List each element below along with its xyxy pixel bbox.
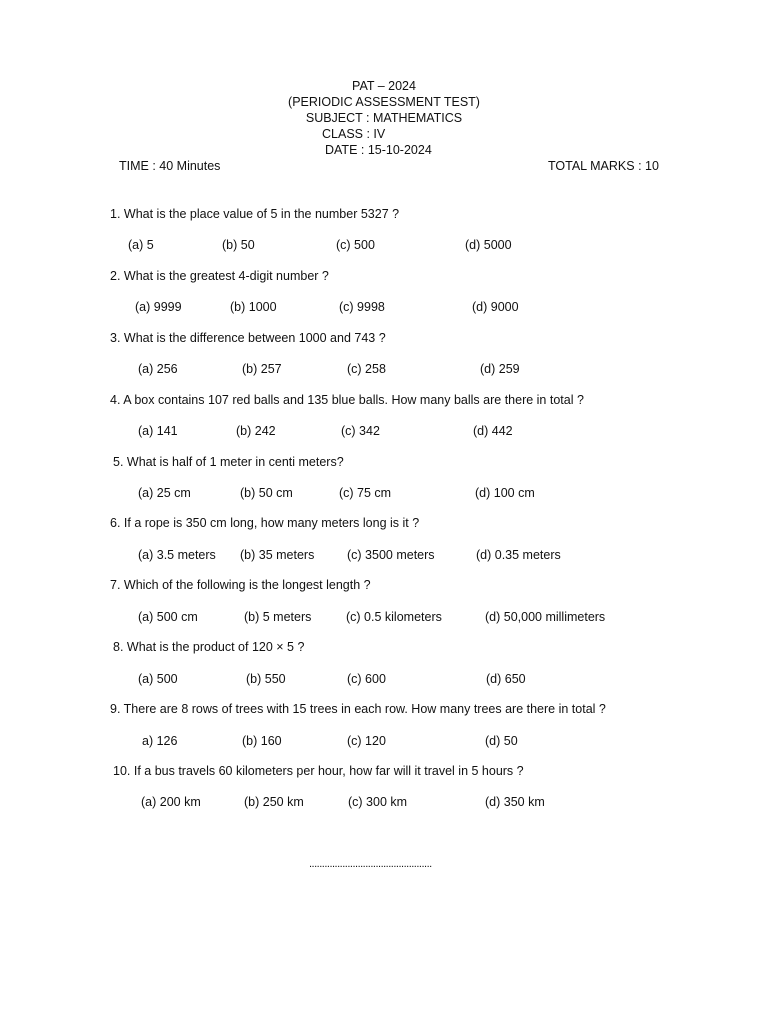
q10-option-c: (c) 300 km <box>348 795 408 809</box>
q4-option-c: (c) 342 <box>341 424 380 438</box>
q9-option-b: (b) 160 <box>242 734 282 748</box>
q3-option-b: (b) 257 <box>242 362 282 376</box>
q2-option-d: (d) 9000 <box>472 300 519 314</box>
question-2: 2. What is the greatest 4-digit number ? <box>110 269 329 283</box>
q1-option-b: (b) 50 <box>222 238 255 252</box>
time-line: TIME : 40 Minutes <box>119 159 221 173</box>
date-line: DATE : 15-10-2024 <box>325 143 432 157</box>
q1-option-a: (a) 5 <box>128 238 154 252</box>
q7-option-a: (a) 500 cm <box>138 610 198 624</box>
q3-option-d: (d) 259 <box>480 362 520 376</box>
q8-option-c: (c) 600 <box>347 672 386 686</box>
q10-option-d: (d) 350 km <box>485 795 545 809</box>
q7-option-b: (b) 5 meters <box>244 610 312 624</box>
exam-title: PAT – 2024 <box>352 79 416 93</box>
question-9: 9. There are 8 rows of trees with 15 trees in each row. How many trees are there in total ? <box>110 702 606 716</box>
question-5: 5. What is half of 1 meter in centi meters? <box>113 455 344 469</box>
exam-subtitle: (PERIODIC ASSESSMENT TEST) <box>288 95 480 109</box>
question-4: 4. A box contains 107 red balls and 135 blue balls. How many balls are there in total ? <box>110 393 584 407</box>
q6-option-d: (d) 0.35 meters <box>476 548 561 562</box>
question-1: 1. What is the place value of 5 in the number 5327 ? <box>110 207 400 221</box>
q4-option-a: (a) 141 <box>138 424 178 438</box>
q7-option-c: (c) 0.5 kilometers <box>346 610 442 624</box>
q2-option-c: (c) 9998 <box>339 300 385 314</box>
q4-option-b: (b) 242 <box>236 424 276 438</box>
q9-option-d: (d) 50 <box>485 734 518 748</box>
q7-option-d: (d) 50,000 millimeters <box>485 610 606 624</box>
q6-option-b: (b) 35 meters <box>240 548 315 562</box>
total-marks-line: TOTAL MARKS : 10 <box>548 159 659 173</box>
q8-option-b: (b) 550 <box>246 672 286 686</box>
q1-option-c: (c) 500 <box>336 238 375 252</box>
question-6: 6. If a rope is 350 cm long, how many meters long is it ? <box>110 516 420 530</box>
q8-option-a: (a) 500 <box>138 672 178 686</box>
q1-option-d: (d) 5000 <box>465 238 512 252</box>
q5-option-d: (d) 100 cm <box>475 486 535 500</box>
q6-option-a: (a) 3.5 meters <box>138 548 216 562</box>
q3-option-c: (c) 258 <box>347 362 386 376</box>
q5-option-a: (a) 25 cm <box>138 486 191 500</box>
q2-option-a: (a) 9999 <box>135 300 182 314</box>
question-8: 8. What is the product of 120 × 5 ? <box>113 640 305 654</box>
class-line: CLASS : IV <box>322 127 386 141</box>
q4-option-d: (d) 442 <box>473 424 513 438</box>
q6-option-c: (c) 3500 meters <box>347 548 435 562</box>
q9-option-a: a) 126 <box>142 734 178 748</box>
q5-option-c: (c) 75 cm <box>339 486 392 500</box>
q2-option-b: (b) 1000 <box>230 300 277 314</box>
question-7: 7. Which of the following is the longest length ? <box>110 578 371 592</box>
q10-option-b: (b) 250 km <box>244 795 304 809</box>
q10-option-a: (a) 200 km <box>141 795 201 809</box>
footer-dotted-line: ................................................ <box>309 858 432 870</box>
q9-option-c: (c) 120 <box>347 734 386 748</box>
question-3: 3. What is the difference between 1000 and 743 ? <box>110 331 386 345</box>
q8-option-d: (d) 650 <box>486 672 526 686</box>
q3-option-a: (a) 256 <box>138 362 178 376</box>
q5-option-b: (b) 50 cm <box>240 486 293 500</box>
question-10: 10. If a bus travels 60 kilometers per hour, how far will it travel in 5 hours ? <box>113 764 524 778</box>
subject-line: SUBJECT : MATHEMATICS <box>305 111 463 125</box>
